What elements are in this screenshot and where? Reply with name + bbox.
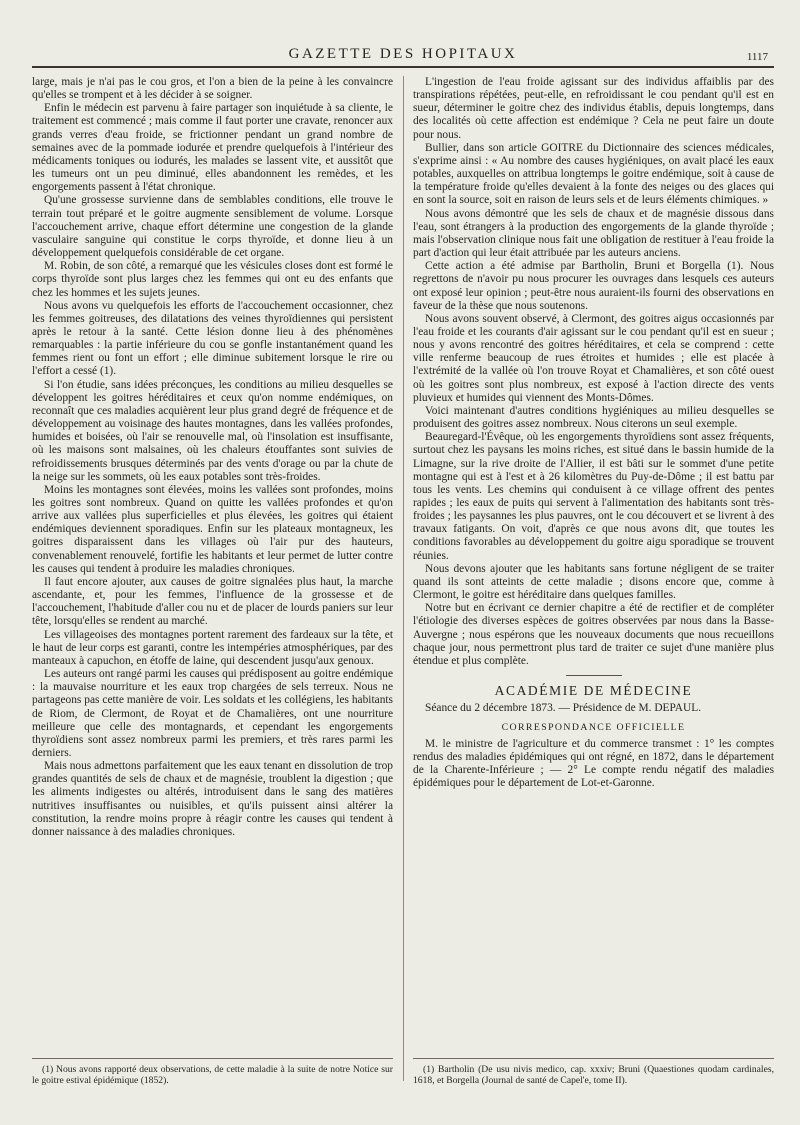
paragraph: Beauregard-l'Évêque, où les engorgements thyroïdiens sont assez fréquents, surtout chez les paysans les moins riches, est situé dans le bassin humide de la Limagne, sur la rive droite de l'Allier, il est bâti sur le sommet d'une petite montagne qui est à l'est et à 26 kilomètres du Puy-de-Dôme ; il est battu par tous les vents. Les chemins qui conduisent à ce village offrent des pentes rapides ; les eaux de puits qui servent à l'alimentation des habitants sont très-froides ; les paysannes les plus pauvres, ont le cou découvert et se livrent à des travaux fatigants. On voit, d'après ce que nous avons dit, que toutes les conditions favorables au développement du goitre aigu sporadique se trouvent réunies. bbox=[413, 431, 774, 562]
paragraph: Il faut encore ajouter, aux causes de goitre signalées plus haut, la marche ascendante, et, pour les femmes, l'influence de la grossesse et de l'accouchement, l'habitude d'aller cou nu et de placer de lourds paniers sur leur tête, lorsqu'elles se rendent au marché. bbox=[32, 575, 393, 628]
paragraph: Enfin le médecin est parvenu à faire partager son inquiétude à sa cliente, le traitement est commencé ; mais comme il faut porter une cravate, renoncer aux grands verres d'eau froide, se frictionner pendant un grand nombre de semaines avec de la pommade iodurée et prendre quelquefois à l'intérieur des médicaments toniques ou iodurés, les malades se lassent vite, et aussitôt que les tumeurs ont un peu diminué, elles abandonnent les remèdes, et les engorgements passent à l'état chronique. bbox=[32, 102, 393, 194]
column-divider bbox=[403, 76, 404, 1081]
paragraph: Nous avons vu quelquefois les efforts de l'accouchement occasionner, chez les femmes goitreuses, des dilatations des veines thyroïdiennes qui persistent après le retour à la santé. Cette lésion donne lieu à des phénomènes remarquables : la partie inférieure du cou se gonfle instantanément quand les femmes rient ou font un effort ; elle diminue subitement lorsque le rire ou l'effort a cessé (1). bbox=[32, 299, 393, 378]
footnote-area bbox=[32, 1058, 393, 1086]
paragraph: Cette action a été admise par Bartholin, Bruni et Borgella (1). Nous regrettons de n'avoir pu nous procurer les ouvrages dans lesquels ces auteurs ont exposé leur opinion ; peut-être nous auraient-ils fourni des observations en faveur de la thèse que nous soutenons. bbox=[413, 260, 774, 312]
session-line: Séance du 2 décembre 1873. — Présidence de M. DEPAUL. bbox=[425, 702, 702, 715]
paragraph: Voici maintenant d'autres conditions hygiéniques au milieu desquelles se produisent des goitres assez nombreux. Nous citerons un seul exemple. bbox=[413, 404, 774, 431]
paragraph: Les auteurs ont rangé parmi les causes qui prédisposent au goitre endémique : la mauvaise nourriture et les eaux trop chargées de sels terreux. Nous ne partageons pas cette manière de voir. Les soldats et les collégiens, les habitants de Riom, de Clermont, de Royat et de Chamalières, ont une nourriture meilleure que celle des montagnards, et cependant les engorgements thyroïdiens sont assez nombreux parmi les premiers, et très rares parmi les derniers. bbox=[32, 668, 393, 759]
paragraph: Qu'une grossesse survienne dans de semblables conditions, elle trouve le terrain tout préparé et le goitre augmente sensiblement de volume. Lorsque l'accouchement arrive, chaque effort détermine une congestion de la glande vasculaire sanguine qui constitue le corps thyroïde, et donne lieu à un développement quelquefois considérable de cet organe. bbox=[32, 194, 393, 260]
paragraph: Moins les montagnes sont élevées, moins les vallées sont profondes, moins les goitres sont nombreux. Quand on quitte les vallées profondes et qu'on arrive aux vallées plus superficielles et plus élevées, les goitres qui étaient endémiques deviennent sporadiques. Enfin sur les plateaux montagneux, les goitres disparaissent dans les villages où l'air pur des hauteurs, convenablement renouvelé, fortifie les habitants et leur permet de lutter contre les causes qui tendent à produire les maladies chroniques. bbox=[32, 483, 393, 575]
section-separator bbox=[566, 675, 622, 676]
paragraph: L'ingestion de l'eau froide agissant sur des individus affaiblis par des transpirations répétées, peut-elle, en refroidissant le cou pendant qu'il est en sueur, déterminer le goitre chez des individus établis, depuis longtemps, dans des localités où cette affection est endémique ? Cela ne peut faire un doute pour nous. bbox=[413, 76, 774, 141]
text-columns bbox=[32, 76, 774, 1086]
footnote: (1) Bartholin (De usu nivis medico, cap. xxxiv; Bruni (Quaestiones quodam cardinales, 1618, et Borgella (Journal de santé de Capel'e, tome II). bbox=[413, 1064, 774, 1086]
paragraph: Si l'on étudie, sans idées préconçues, les conditions au milieu desquelles se développent les goitres héréditaires et ceux qu'on nomme endémiques, on reconnaît que ces maladies acquièrent leur plus grand degré de fréquence et de développement au voisinage des hautes montagnes, dans les vallées profondes, humides et boisées, où l'air se renouvelle mal, où l'insolation est insuffisante, où les maisons sont malsaines, où les chaleurs étouffantes sont suivies de refroidissements brusques déterminés par des vents d'orage ou par la chute de la neige sur les sommets, où les eaux potables sont très-froides. bbox=[32, 378, 393, 483]
section-title: ACADÉMIE DE MÉDECINE bbox=[494, 683, 693, 699]
paragraph: M. Robin, de son côté, a remarqué que les vésicules closes dont est formé le corps thyroïde sont plus larges chez les femmes qui ont eu des enfants que chez les hommes et les sujets jeunes. bbox=[32, 260, 393, 299]
right-column bbox=[413, 76, 774, 1086]
paragraph: large, mais je n'ai pas le cou gros, et l'on a bien de la peine à les convaincre qu'elles se trompent et à les décider à se soigner. bbox=[32, 76, 393, 102]
paragraph: Mais nous admettons parfaitement que les eaux tenant en dissolution de trop grandes quantités de sels de chaux et de magnésie, troublent la digestion ; que les aliments indigestes ou altérés, introduisent dans le sang des matières nutritives insuffisantes ou nuisibles, et qu'ils puissent ainsi altérer la constitution, la rendre moins propre à réagir contre les causes qui tendent à donner naissance à des maladies chroniques. bbox=[32, 760, 393, 838]
paragraph: M. le ministre de l'agriculture et du commerce transmet : 1° les comptes rendus des maladies épidémiques qui ont régné, en 1872, dans le département de la Charente-Inférieure ; — 2° Le compte rendu négatif des maladies épidémiques pour le département de Lot-et-Garonne. bbox=[413, 737, 774, 789]
left-column bbox=[32, 76, 393, 1086]
paragraph: Bullier, dans son article GOITRE du Dictionnaire des sciences médicales, s'exprime ainsi : « Au nombre des causes hygiéniques, on avait placé les eaux potables, auxquelles on attribua longtemps le goitre endémique, soit à cause de la température froide qu'elles devaient à la fonte des neiges ou des glaces qui en sont la source, soit en raison de leurs sels et de leurs éléments chimiques. » bbox=[413, 141, 774, 207]
subsection-title: CORRESPONDANCE OFFICIELLE bbox=[501, 722, 686, 734]
paragraph: Nous avons démontré que les sels de chaux et de magnésie dissous dans l'eau, sont étrangers à la production des engorgements de la glande thyroïde ; mais l'observation clinique nous fait une obligation de restituer à l'eau froide la part d'action qui leur était attribuée par les auteurs anciens. bbox=[413, 207, 774, 260]
paragraph: Les villageoises des montagnes portent rarement des fardeaux sur la tête, et le haut de leur corps est garanti, contre les intempéries atmosphériques, par des manteaux à capuchon, en étoffe de laine, qui descendent jusqu'aux genoux. bbox=[32, 628, 393, 667]
page-header bbox=[32, 42, 774, 68]
footnote-area bbox=[413, 1058, 774, 1086]
page-number: 1117 bbox=[746, 51, 768, 63]
journal-title: GAZETTE DES HOPITAUX bbox=[288, 46, 518, 62]
paragraph: Nous avons souvent observé, à Clermont, des goitres aigus occasionnés par l'eau froide et les courants d'air agissant sur le cou pendant qu'il est en sueur ; nous y avons rencontré des goitres héréditaires, et cela se comprend : cette ville renferme beaucoup de rues étroites et humides ; elle est placée à l'extrémité de la vallée où l'on trouve Royat et Chamalières, et son côté ouest où les goitres sont plus nombreux, est exposé à l'action directe des vents pluvieux et humides qui viennent des Monts-Dômes. bbox=[413, 312, 774, 404]
footnote: (1) Nous avons rapporté deux observations, de cette maladie à la suite de notre Notice sur le goitre estival épidémique (1852). bbox=[32, 1064, 393, 1086]
paragraph: Notre but en écrivant ce dernier chapitre a été de rectifier et de compléter l'étiologie des diverses espèces de goitres observées par nous dans la Basse-Auvergne ; nous espérons que les nouveaux documents que nous recueillons chaque jour, nous permettront plus tard de traiter ce sujet d'une manière plus étendue et plus complète. bbox=[413, 602, 774, 667]
paragraph: Nous devons ajouter que les habitants sans fortune négligent de se traiter quand ils sont atteints de cette maladie ; disons encore que, comme à Clermont, le goitre est héréditaire dans quelques familles. bbox=[413, 562, 774, 602]
